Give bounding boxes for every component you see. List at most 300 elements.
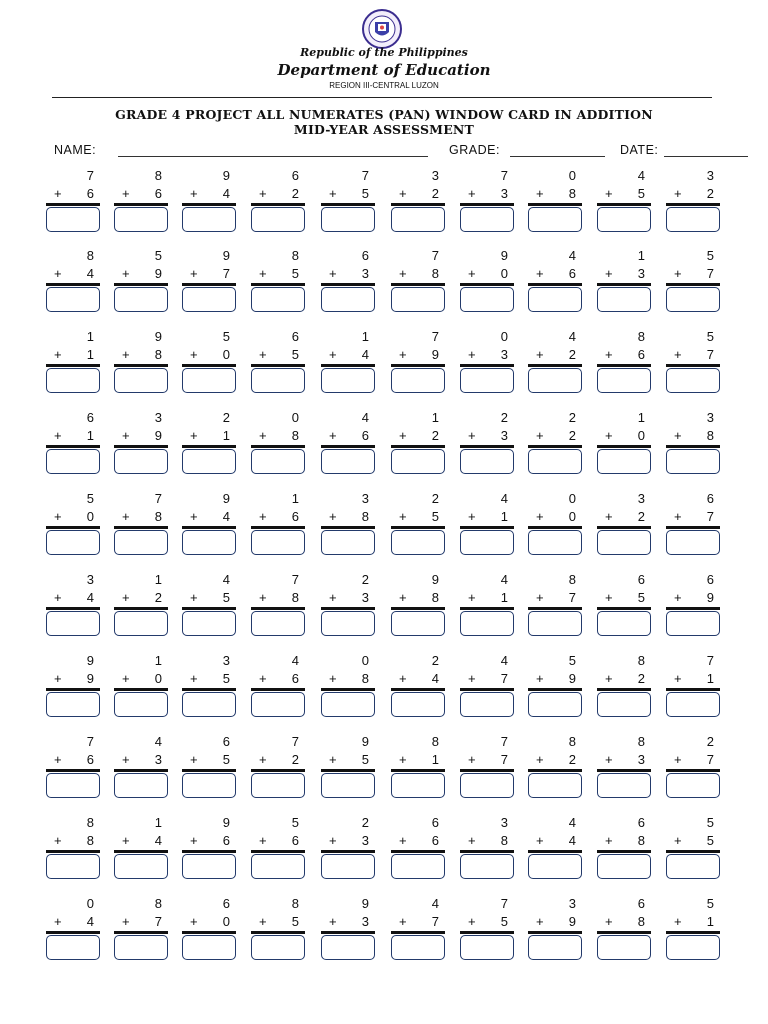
answer-box[interactable]	[46, 449, 100, 474]
plus-sign: +	[122, 752, 130, 767]
answer-box[interactable]	[114, 611, 168, 636]
addend-bottom: 8	[431, 266, 439, 281]
problem-card	[180, 168, 238, 238]
addend-top: 3	[154, 410, 162, 425]
addend-bottom: 1	[500, 590, 508, 605]
sum-line	[391, 769, 445, 772]
problem-card	[319, 168, 377, 238]
plus-sign: +	[468, 186, 476, 201]
sum-line	[46, 769, 100, 772]
addend-bottom-row	[54, 590, 94, 605]
addend-bottom-row	[122, 428, 162, 443]
answer-box[interactable]	[251, 935, 305, 960]
answer-box[interactable]	[597, 611, 651, 636]
name-field[interactable]	[118, 156, 428, 157]
problem-card	[664, 168, 722, 238]
sum-line	[666, 688, 720, 691]
sum-line	[597, 526, 651, 529]
answer-box[interactable]	[251, 449, 305, 474]
addend-bottom-row	[190, 347, 230, 362]
plus-sign: +	[674, 266, 682, 281]
addend-bottom-row	[468, 509, 508, 524]
problem-card	[112, 248, 170, 318]
sum-line	[46, 607, 100, 610]
answer-box[interactable]	[251, 207, 305, 232]
answer-box[interactable]	[391, 368, 445, 393]
answer-box[interactable]	[182, 207, 236, 232]
addend-top: 3	[431, 168, 439, 183]
answer-box[interactable]	[114, 207, 168, 232]
problem-card	[112, 572, 170, 642]
sum-line	[321, 931, 375, 934]
answer-box[interactable]	[251, 530, 305, 555]
date-field[interactable]	[664, 156, 748, 157]
answer-box[interactable]	[321, 611, 375, 636]
addend-top: 5	[706, 815, 714, 830]
addend-bottom-row	[536, 914, 576, 929]
addend-bottom: 6	[86, 186, 94, 201]
addend-bottom-row	[468, 347, 508, 362]
addend-top: 8	[86, 248, 94, 263]
addend-top: 2	[568, 410, 576, 425]
problem-card	[44, 168, 102, 238]
addend-bottom: 7	[431, 914, 439, 929]
addend-bottom-row	[122, 266, 162, 281]
sum-line	[114, 526, 168, 529]
answer-box[interactable]	[321, 692, 375, 717]
answer-box[interactable]	[391, 207, 445, 232]
problem-card	[319, 896, 377, 966]
addend-top: 4	[500, 491, 508, 506]
addend-bottom: 7	[706, 752, 714, 767]
addend-bottom: 7	[706, 509, 714, 524]
addend-bottom-row	[468, 914, 508, 929]
plus-sign: +	[329, 428, 337, 443]
addend-bottom-row	[190, 914, 230, 929]
addend-bottom-row	[54, 509, 94, 524]
addend-top: 1	[86, 329, 94, 344]
addend-bottom: 7	[500, 752, 508, 767]
problem-card	[526, 168, 584, 238]
problem-card	[112, 815, 170, 885]
problem-card	[389, 572, 447, 642]
addend-bottom: 9	[86, 671, 94, 686]
answer-box[interactable]	[460, 611, 514, 636]
addend-top: 2	[361, 572, 369, 587]
addend-bottom-row	[54, 266, 94, 281]
answer-box[interactable]	[528, 449, 582, 474]
answer-box[interactable]	[321, 449, 375, 474]
sum-line	[251, 850, 305, 853]
addend-bottom-row	[259, 671, 299, 686]
answer-box[interactable]	[46, 773, 100, 798]
answer-box[interactable]	[528, 854, 582, 879]
addend-top: 3	[86, 572, 94, 587]
addend-bottom-row	[674, 671, 714, 686]
sum-line	[114, 203, 168, 206]
plus-sign: +	[536, 590, 544, 605]
addend-top: 1	[637, 410, 645, 425]
answer-box[interactable]	[114, 287, 168, 312]
answer-box[interactable]	[114, 368, 168, 393]
answer-box[interactable]	[666, 449, 720, 474]
problem-card	[180, 248, 238, 318]
answer-box[interactable]	[528, 368, 582, 393]
problem-card	[319, 410, 377, 480]
addend-bottom: 5	[361, 752, 369, 767]
addend-top: 6	[431, 815, 439, 830]
plus-sign: +	[54, 671, 62, 686]
plus-sign: +	[674, 671, 682, 686]
addend-bottom-row	[190, 186, 230, 201]
problem-card	[249, 248, 307, 318]
sum-line	[460, 769, 514, 772]
answer-box[interactable]	[597, 368, 651, 393]
problem-card	[458, 815, 516, 885]
plus-sign: +	[399, 509, 407, 524]
addend-bottom-row	[399, 671, 439, 686]
answer-box[interactable]	[46, 611, 100, 636]
plus-sign: +	[190, 914, 198, 929]
addend-top: 0	[568, 491, 576, 506]
grade-field[interactable]	[510, 156, 605, 157]
addend-top: 1	[154, 653, 162, 668]
addend-bottom: 3	[637, 752, 645, 767]
answer-box[interactable]	[182, 611, 236, 636]
answer-box[interactable]	[182, 773, 236, 798]
addend-top: 4	[500, 572, 508, 587]
answer-box[interactable]	[46, 854, 100, 879]
answer-box[interactable]	[460, 449, 514, 474]
addend-bottom: 4	[86, 266, 94, 281]
addend-top: 6	[361, 248, 369, 263]
addend-bottom-row	[190, 590, 230, 605]
addend-bottom-row	[122, 833, 162, 848]
sum-line	[597, 203, 651, 206]
answer-box[interactable]	[597, 773, 651, 798]
answer-box[interactable]	[251, 287, 305, 312]
answer-box[interactable]	[46, 530, 100, 555]
answer-box[interactable]	[460, 368, 514, 393]
sum-line	[528, 769, 582, 772]
answer-box[interactable]	[182, 935, 236, 960]
answer-box[interactable]	[666, 692, 720, 717]
sum-line	[321, 364, 375, 367]
addend-top: 4	[291, 653, 299, 668]
addend-bottom: 8	[637, 914, 645, 929]
plus-sign: +	[54, 833, 62, 848]
answer-box[interactable]	[114, 530, 168, 555]
plus-sign: +	[54, 914, 62, 929]
problem-card	[458, 896, 516, 966]
addend-top: 5	[568, 653, 576, 668]
addend-bottom: 2	[568, 752, 576, 767]
addend-bottom: 1	[431, 752, 439, 767]
addend-top: 1	[361, 329, 369, 344]
answer-box[interactable]	[666, 935, 720, 960]
problem-card	[664, 734, 722, 804]
answer-box[interactable]	[460, 854, 514, 879]
addend-bottom-row	[329, 914, 369, 929]
addend-top: 9	[222, 248, 230, 263]
answer-box[interactable]	[182, 449, 236, 474]
addend-top: 4	[431, 896, 439, 911]
answer-box[interactable]	[597, 935, 651, 960]
addend-bottom: 6	[291, 833, 299, 848]
plus-sign: +	[329, 752, 337, 767]
addend-bottom-row	[605, 266, 645, 281]
answer-box[interactable]	[46, 207, 100, 232]
answer-box[interactable]	[597, 692, 651, 717]
addend-top: 5	[291, 815, 299, 830]
answer-box[interactable]	[666, 287, 720, 312]
answer-box[interactable]	[391, 287, 445, 312]
addend-bottom: 9	[154, 266, 162, 281]
addend-bottom: 3	[361, 590, 369, 605]
addend-top: 2	[500, 410, 508, 425]
answer-box[interactable]	[251, 854, 305, 879]
plus-sign: +	[122, 266, 130, 281]
problem-card	[526, 734, 584, 804]
addend-bottom-row	[674, 752, 714, 767]
answer-box[interactable]	[46, 935, 100, 960]
addend-bottom: 5	[500, 914, 508, 929]
answer-box[interactable]	[528, 773, 582, 798]
plus-sign: +	[674, 833, 682, 848]
answer-box[interactable]	[597, 287, 651, 312]
addend-top: 4	[222, 572, 230, 587]
addend-bottom: 2	[568, 428, 576, 443]
addend-bottom: 3	[361, 266, 369, 281]
answer-box[interactable]	[528, 611, 582, 636]
problem-card	[249, 410, 307, 480]
answer-box[interactable]	[460, 207, 514, 232]
answer-box[interactable]	[666, 207, 720, 232]
answer-box[interactable]	[666, 368, 720, 393]
problem-card	[595, 896, 653, 966]
addend-bottom-row	[190, 266, 230, 281]
problem-card	[526, 572, 584, 642]
answer-box[interactable]	[182, 854, 236, 879]
answer-box[interactable]	[666, 530, 720, 555]
answer-box[interactable]	[597, 854, 651, 879]
answer-box[interactable]	[460, 773, 514, 798]
answer-box[interactable]	[460, 935, 514, 960]
answer-box[interactable]	[666, 854, 720, 879]
addend-top: 8	[568, 572, 576, 587]
addend-top: 9	[222, 168, 230, 183]
answer-box[interactable]	[597, 530, 651, 555]
answer-box[interactable]	[528, 935, 582, 960]
addend-bottom-row	[399, 833, 439, 848]
addend-bottom: 9	[706, 590, 714, 605]
sum-line	[391, 688, 445, 691]
plus-sign: +	[329, 671, 337, 686]
problem-card	[180, 329, 238, 399]
plus-sign: +	[605, 914, 613, 929]
answer-box[interactable]	[114, 773, 168, 798]
addend-bottom-row	[190, 752, 230, 767]
answer-box[interactable]	[391, 935, 445, 960]
problem-card	[664, 572, 722, 642]
plus-sign: +	[329, 186, 337, 201]
answer-box[interactable]	[251, 368, 305, 393]
sum-line	[321, 688, 375, 691]
plus-sign: +	[259, 833, 267, 848]
addend-bottom: 6	[222, 833, 230, 848]
problem-card	[458, 410, 516, 480]
addend-bottom: 8	[154, 347, 162, 362]
addend-top: 6	[291, 168, 299, 183]
answer-box[interactable]	[460, 692, 514, 717]
plus-sign: +	[468, 509, 476, 524]
addend-bottom: 5	[291, 347, 299, 362]
answer-box[interactable]	[182, 368, 236, 393]
answer-box[interactable]	[321, 530, 375, 555]
addend-bottom-row	[605, 428, 645, 443]
sum-line	[391, 445, 445, 448]
answer-box[interactable]	[391, 854, 445, 879]
addend-bottom-row	[190, 509, 230, 524]
addend-bottom-row	[54, 186, 94, 201]
plus-sign: +	[674, 186, 682, 201]
sum-line	[46, 931, 100, 934]
addend-bottom-row	[536, 186, 576, 201]
answer-box[interactable]	[528, 530, 582, 555]
addend-top: 6	[637, 572, 645, 587]
answer-box[interactable]	[46, 692, 100, 717]
problem-card	[389, 248, 447, 318]
answer-box[interactable]	[460, 530, 514, 555]
answer-box[interactable]	[391, 692, 445, 717]
answer-box[interactable]	[321, 207, 375, 232]
addend-bottom-row	[122, 671, 162, 686]
answer-box[interactable]	[114, 449, 168, 474]
addend-bottom-row	[536, 671, 576, 686]
answer-box[interactable]	[321, 368, 375, 393]
addend-bottom: 4	[86, 590, 94, 605]
addend-bottom-row	[54, 671, 94, 686]
answer-box[interactable]	[251, 611, 305, 636]
sum-line	[391, 203, 445, 206]
addend-bottom-row	[605, 347, 645, 362]
header-divider	[52, 97, 712, 98]
sum-line	[251, 769, 305, 772]
answer-box[interactable]	[391, 449, 445, 474]
sum-line	[114, 364, 168, 367]
problem-card	[44, 896, 102, 966]
addend-top: 6	[291, 329, 299, 344]
addend-bottom-row	[468, 266, 508, 281]
addend-bottom-row	[54, 752, 94, 767]
answer-box[interactable]	[321, 935, 375, 960]
addend-bottom: 6	[361, 428, 369, 443]
plus-sign: +	[329, 266, 337, 281]
answer-box[interactable]	[182, 530, 236, 555]
addend-bottom-row	[399, 186, 439, 201]
answer-box[interactable]	[114, 854, 168, 879]
answer-box[interactable]	[182, 692, 236, 717]
answer-box[interactable]	[114, 692, 168, 717]
sum-line	[251, 283, 305, 286]
plus-sign: +	[605, 671, 613, 686]
addend-bottom-row	[54, 914, 94, 929]
sum-line	[182, 931, 236, 934]
answer-box[interactable]	[391, 530, 445, 555]
addend-top: 5	[86, 491, 94, 506]
addend-top: 8	[291, 248, 299, 263]
answer-box[interactable]	[321, 287, 375, 312]
plus-sign: +	[399, 266, 407, 281]
addend-bottom: 0	[637, 428, 645, 443]
addend-bottom-row	[259, 428, 299, 443]
plus-sign: +	[605, 428, 613, 443]
problem-card	[664, 896, 722, 966]
answer-box[interactable]	[251, 692, 305, 717]
problem-card	[112, 491, 170, 561]
answer-box[interactable]	[321, 773, 375, 798]
answer-box[interactable]	[528, 692, 582, 717]
addend-bottom: 7	[568, 590, 576, 605]
answer-box[interactable]	[528, 287, 582, 312]
answer-box[interactable]	[597, 207, 651, 232]
problem-card	[458, 653, 516, 723]
answer-box[interactable]	[528, 207, 582, 232]
answer-box[interactable]	[46, 287, 100, 312]
answer-box[interactable]	[46, 368, 100, 393]
sum-line	[182, 203, 236, 206]
addend-top: 5	[706, 248, 714, 263]
sum-line	[666, 526, 720, 529]
addend-bottom-row	[399, 347, 439, 362]
plus-sign: +	[122, 914, 130, 929]
addend-top: 8	[154, 896, 162, 911]
addend-top: 2	[222, 410, 230, 425]
addend-top: 0	[291, 410, 299, 425]
addend-top: 9	[222, 491, 230, 506]
addend-bottom-row	[605, 752, 645, 767]
answer-box[interactable]	[182, 287, 236, 312]
sum-line	[460, 688, 514, 691]
problem-card	[664, 410, 722, 480]
answer-box[interactable]	[597, 449, 651, 474]
sum-line	[391, 526, 445, 529]
addend-bottom-row	[674, 914, 714, 929]
plus-sign: +	[329, 347, 337, 362]
answer-box[interactable]	[391, 611, 445, 636]
sum-line	[528, 688, 582, 691]
addend-bottom: 0	[222, 347, 230, 362]
answer-box[interactable]	[114, 935, 168, 960]
answer-box[interactable]	[666, 611, 720, 636]
sum-line	[597, 850, 651, 853]
addend-top: 9	[361, 896, 369, 911]
answer-box[interactable]	[391, 773, 445, 798]
plus-sign: +	[674, 752, 682, 767]
plus-sign: +	[54, 266, 62, 281]
addend-bottom: 0	[222, 914, 230, 929]
problem-card	[44, 329, 102, 399]
problem-card	[526, 815, 584, 885]
answer-box[interactable]	[321, 854, 375, 879]
problem-card	[249, 168, 307, 238]
answer-box[interactable]	[460, 287, 514, 312]
addend-bottom: 9	[568, 671, 576, 686]
answer-box[interactable]	[251, 773, 305, 798]
problem-card	[664, 248, 722, 318]
addend-top: 9	[222, 815, 230, 830]
answer-box[interactable]	[666, 773, 720, 798]
